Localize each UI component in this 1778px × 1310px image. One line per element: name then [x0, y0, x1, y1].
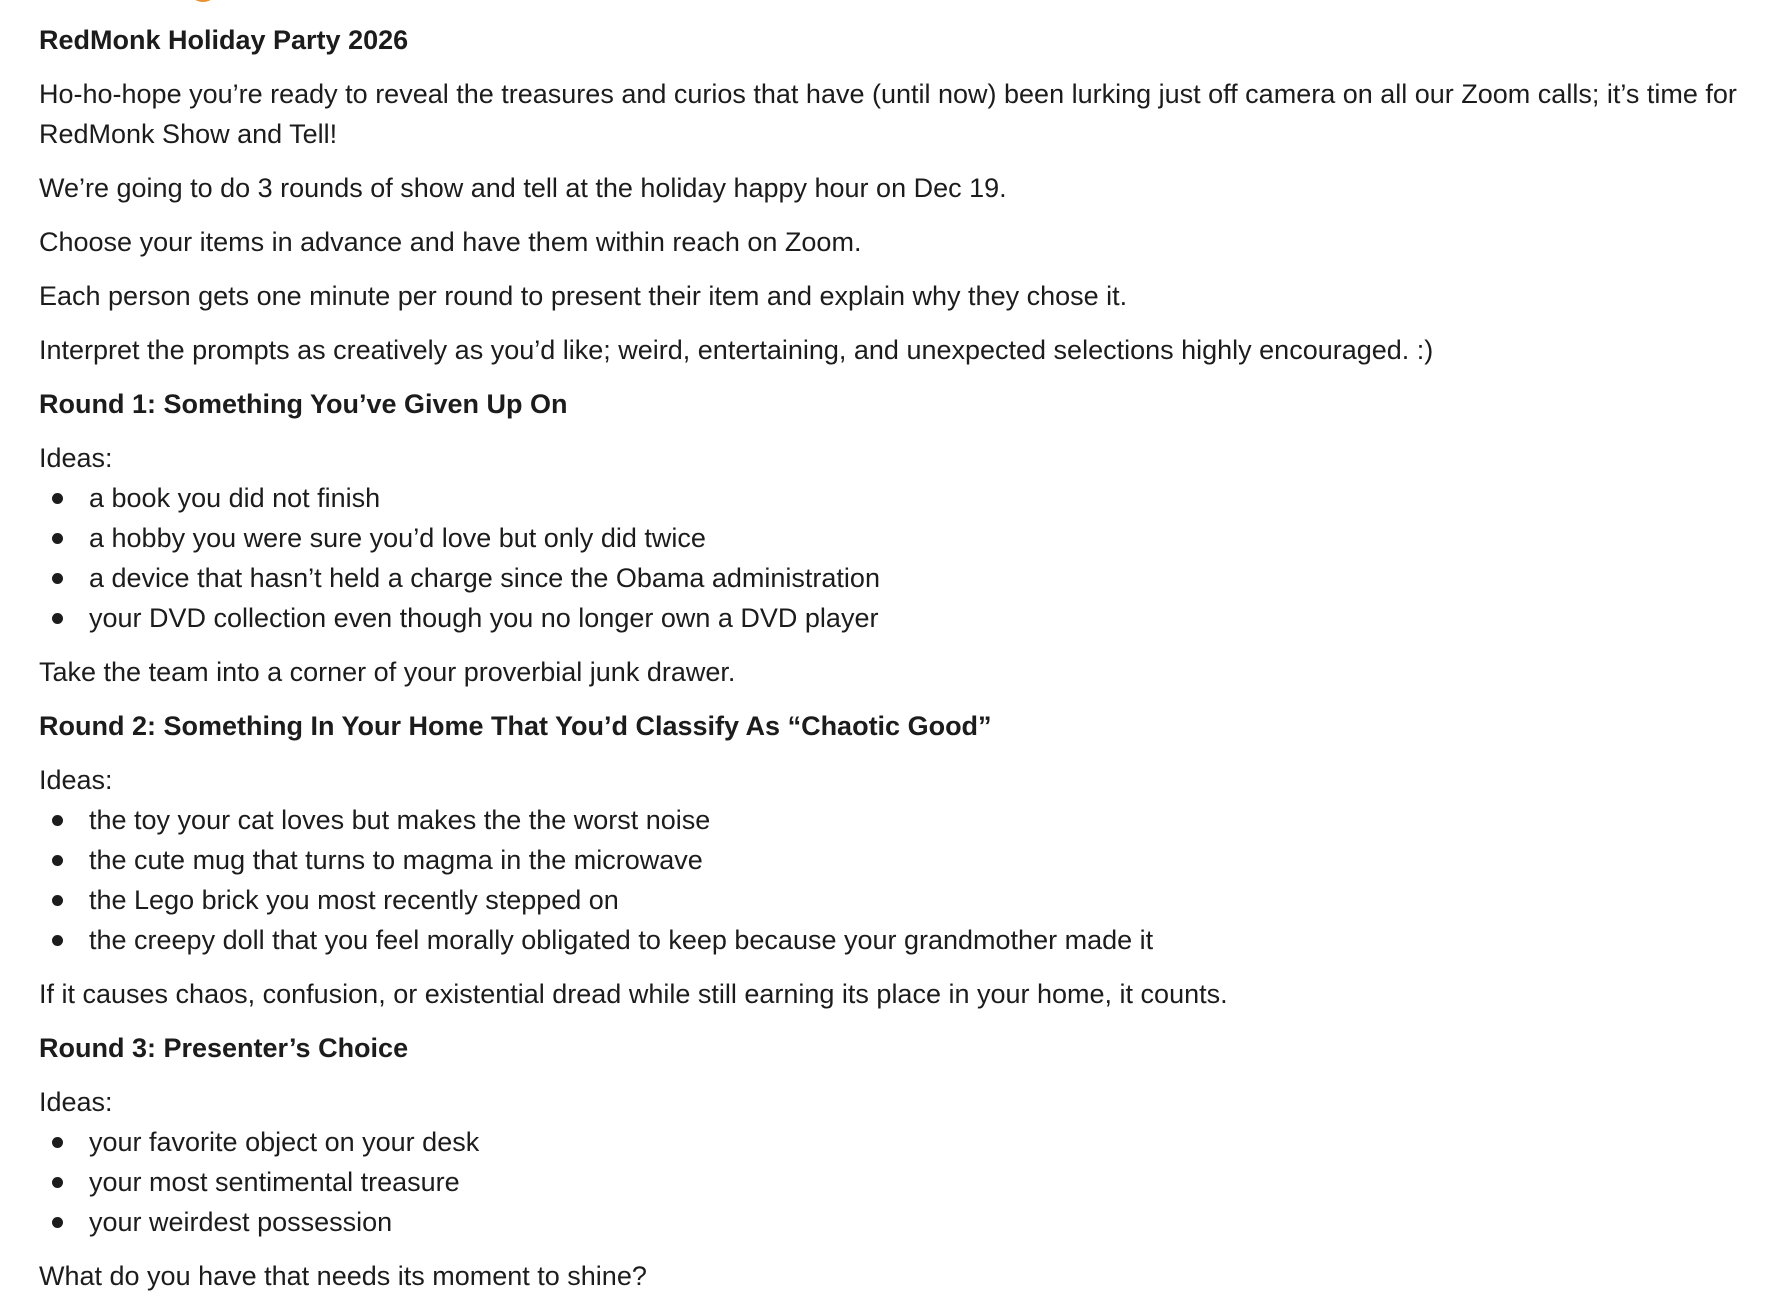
- bullet-icon: [52, 895, 63, 906]
- list-item: [39, 1122, 1739, 1162]
- bullet-icon: [52, 533, 63, 544]
- round-3-ideas-label: Ideas:: [39, 1087, 113, 1117]
- bullet-icon: [52, 1177, 63, 1188]
- bullet-icon: [52, 1217, 63, 1228]
- bullet-icon: [52, 573, 63, 584]
- round-2-heading: Round 2: Something In Your Home That You’d Classify As “Chaotic Good”: [39, 711, 992, 741]
- round-2-ideas-list: [39, 800, 1739, 960]
- list-item: [39, 840, 1739, 880]
- idea-text: your favorite object on your desk: [89, 1127, 480, 1157]
- bullet-icon: [52, 935, 63, 946]
- list-item: [39, 800, 1739, 840]
- round-1-ideas-label: Ideas:: [39, 443, 113, 473]
- list-item: [39, 518, 1739, 558]
- intro-paragraph: Interpret the prompts as creatively as you’d like; weird, entertaining, and unexpected selections highly encouraged. :): [39, 335, 1434, 365]
- round-3-ideas-list: [39, 1122, 1739, 1242]
- message-body: [39, 20, 1739, 1310]
- intro-paragraph: Ho-ho-hope you’re ready to reveal the treasures and curios that have (until now) been lurking just off camera on all our Zoom calls; it’s time for RedMonk Show and Tell!: [39, 79, 1737, 149]
- idea-text: the Lego brick you most recently stepped on: [89, 885, 619, 915]
- list-item: [39, 558, 1739, 598]
- idea-text: your most sentimental treasure: [89, 1167, 460, 1197]
- idea-text: a device that hasn’t held a charge since the Obama administration: [89, 563, 880, 593]
- message-title: RedMonk Holiday Party 2026: [39, 25, 409, 55]
- list-item: [39, 880, 1739, 920]
- idea-text: your DVD collection even though you no longer own a DVD player: [89, 603, 879, 633]
- idea-text: a hobby you were sure you’d love but only did twice: [89, 523, 706, 553]
- round-1-heading: Round 1: Something You’ve Given Up On: [39, 389, 568, 419]
- emoji-partial: [188, 0, 218, 2]
- bullet-icon: [52, 493, 63, 504]
- intro-paragraph: We’re going to do 3 rounds of show and tell at the holiday happy hour on Dec 19.: [39, 173, 1007, 203]
- round-1-closing: Take the team into a corner of your proverbial junk drawer.: [39, 657, 736, 687]
- idea-text: the toy your cat loves but makes the the worst noise: [89, 805, 711, 835]
- round-3-closing: What do you have that needs its moment to shine?: [39, 1261, 647, 1291]
- intro-paragraph: Each person gets one minute per round to present their item and explain why they chose it.: [39, 281, 1128, 311]
- round-3-heading: Round 3: Presenter’s Choice: [39, 1033, 409, 1063]
- list-item: [39, 1202, 1739, 1242]
- list-item: [39, 478, 1739, 518]
- list-item: [39, 920, 1739, 960]
- idea-text: the creepy doll that you feel morally obligated to keep because your grandmother made it: [89, 925, 1154, 955]
- round-1-ideas-list: [39, 478, 1739, 638]
- round-2-ideas-label: Ideas:: [39, 765, 113, 795]
- list-item: [39, 598, 1739, 638]
- round-2-closing: If it causes chaos, confusion, or existential dread while still earning its place in your home, it counts.: [39, 979, 1228, 1009]
- bullet-icon: [52, 613, 63, 624]
- bullet-icon: [52, 1137, 63, 1148]
- bullet-icon: [52, 855, 63, 866]
- intro-paragraph: Choose your items in advance and have them within reach on Zoom.: [39, 227, 862, 257]
- list-item: [39, 1162, 1739, 1202]
- idea-text: the cute mug that turns to magma in the microwave: [89, 845, 703, 875]
- bullet-icon: [52, 815, 63, 826]
- idea-text: your weirdest possession: [89, 1207, 393, 1237]
- idea-text: a book you did not finish: [89, 483, 381, 513]
